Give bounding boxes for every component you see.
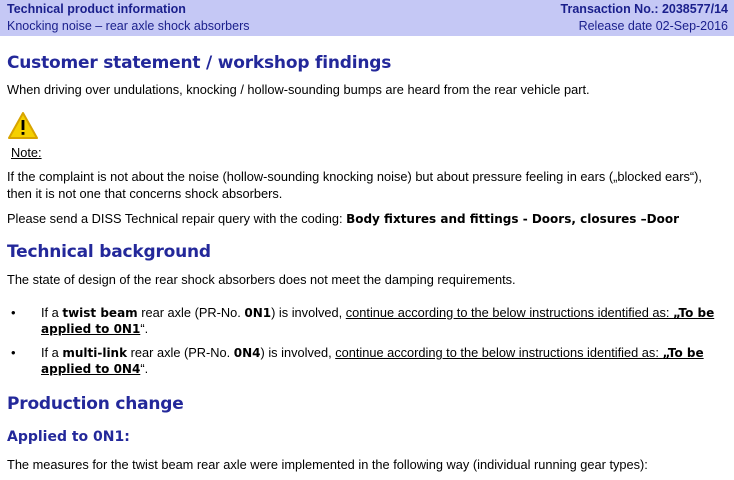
item-text: “. bbox=[140, 361, 149, 376]
item-text: ) is involved, bbox=[260, 345, 336, 360]
note-label: Note: bbox=[11, 145, 42, 160]
list-item-0n4 bbox=[41, 345, 725, 377]
item-text: ) is involved, bbox=[271, 305, 346, 320]
instruction-target: „To be applied to 0N1 bbox=[41, 306, 715, 336]
axle-type: multi-link bbox=[62, 346, 128, 360]
item-text: rear axle (PR-No. bbox=[127, 345, 234, 360]
heading-customer-statement: Customer statement / workshop findings bbox=[7, 53, 392, 73]
diss-prefix: Please send a DISS Technical repair query with the coding: bbox=[7, 211, 347, 226]
bullet-marker: • bbox=[11, 305, 16, 320]
heading-production-change: Production change bbox=[7, 394, 184, 414]
item-text: rear axle (PR-No. bbox=[137, 305, 245, 320]
document-type: Technical product information bbox=[7, 2, 186, 16]
transaction-number: Transaction No.: 2038577/14 bbox=[560, 2, 728, 16]
pr-number: 0N4 bbox=[233, 346, 261, 360]
document-header bbox=[0, 0, 734, 36]
list-item-0n1 bbox=[41, 305, 725, 337]
warning-icon bbox=[7, 111, 39, 140]
document-subject: Knocking noise – rear axle shock absorbers bbox=[7, 19, 250, 33]
diss-instruction bbox=[7, 210, 729, 228]
instruction-reference: continue according to the below instructions identified as: bbox=[345, 305, 674, 320]
customer-statement-text: When driving over undulations, knocking / hollow-sounding bumps are heard from the rear vehicle part. bbox=[7, 82, 590, 97]
release-date: Release date 02-Sep-2016 bbox=[578, 19, 728, 33]
bullet-marker: • bbox=[11, 345, 16, 360]
item-text: “. bbox=[140, 321, 149, 336]
production-change-text: The measures for the twist beam rear axle were implemented in the following way (individual running gear types): bbox=[7, 457, 648, 472]
item-text: If a bbox=[41, 305, 63, 320]
technical-background-text: The state of design of the rear shock absorbers does not meet the damping requirements. bbox=[7, 272, 516, 287]
heading-applied-0n1: Applied to 0N1: bbox=[7, 429, 130, 445]
note-text: If the complaint is not about the noise (hollow-sounding knocking noise) but about pressure feeling in ears („blocked ears“), then it is not one that concerns shock absorbers. bbox=[7, 169, 702, 201]
pr-number: 0N1 bbox=[244, 306, 272, 320]
instruction-target: „To be applied to 0N4 bbox=[41, 346, 704, 376]
instruction-reference: continue according to the below instructions identified as: bbox=[335, 345, 663, 360]
axle-type: twist beam bbox=[62, 306, 138, 320]
heading-technical-background: Technical background bbox=[7, 242, 211, 262]
diss-coding: Body fixtures and fittings - Doors, closures –Door bbox=[346, 212, 679, 226]
item-text: If a bbox=[41, 345, 63, 360]
